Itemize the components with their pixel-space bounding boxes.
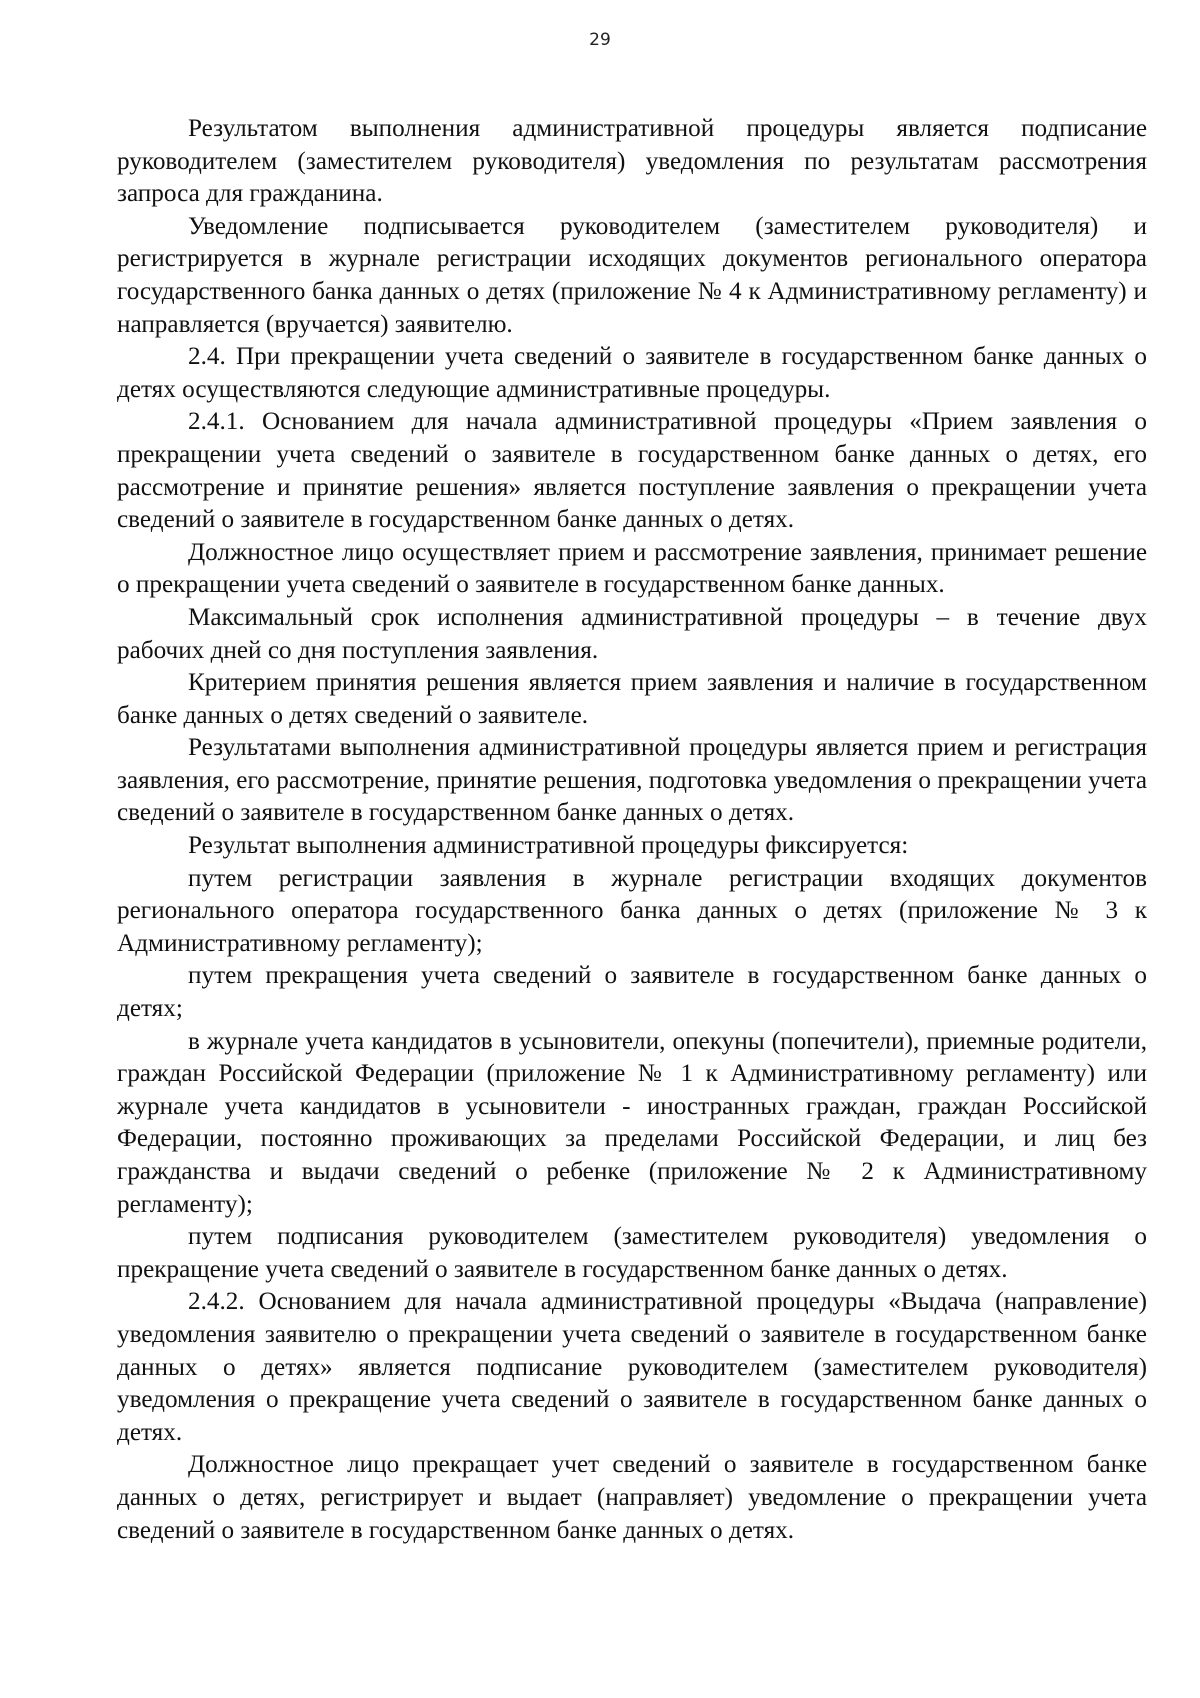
paragraph-notice-registration: Уведомление подписывается руководителем (заместителем руководителя) и регистрируется в журнале регистрации исходящих документов регионального оператора государственного банка данных о детях (приложение № 4 к Административному регламенту) и направляется (вручается) заявителю. xyxy=(117,212,1147,338)
paragraph-section-2-4-1: 2.4.1. Основанием для начала административной процедуры «Прием заявления о прекращении учета сведений о заявителе в государственном банке данных о детях, его рассмотрение и принятие решения» является поступление заявления о прекращении учета сведений о заявителе в государственном банке данных о детях. xyxy=(117,408,1147,534)
paragraph-termination-record: путем прекращения учета сведений о заявителе в государственном банке данных о детях; xyxy=(117,962,1147,1023)
paragraph-result-recorded: Результат выполнения административной процедуры фиксируется: xyxy=(188,832,909,860)
paragraph-procedure-results: Результатами выполнения административной процедуры является прием и регистрация заявления, его рассмотрение, принятие решения, подготовка уведомления о прекращении учета сведений о заявителе в государственном банке данных о детях. xyxy=(117,734,1147,827)
document-body xyxy=(117,113,1147,1547)
paragraph-registration-incoming: путем регистрации заявления в журнале регистрации входящих документов регионального оператора государственного банка данных о детях (приложение № 3 к Административному регламенту); xyxy=(117,864,1147,957)
paragraph-official-review: Должностное лицо осуществляет прием и рассмотрение заявления, принимает решение о прекращении учета сведений о заявителе в государственном банке данных. xyxy=(117,538,1147,599)
paragraph-result-signing: Результатом выполнения административной процедуры является подписание руководителем (заместителем руководителя) уведомления по результатам рассмотрения запроса для гражданина. xyxy=(117,115,1147,208)
page-number: 29 xyxy=(589,30,611,50)
paragraph-signing-notice: путем подписания руководителем (заместителем руководителя) уведомления о прекращение учета сведений о заявителе в государственном банке данных о детях. xyxy=(117,1223,1147,1283)
paragraph-section-2-4-2: 2.4.2. Основанием для начала административной процедуры «Выдача (направление) уведомления заявителю о прекращении учета сведений о заявителе в государственном банке данных о детях» является подписание руководителем (заместителем руководителя) уведомления о прекращение учета сведений о заявителе в государственном банке данных о детях. xyxy=(117,1288,1147,1446)
paragraph-max-term: Максимальный срок исполнения административной процедуры – в течение двух рабочих дней со дня поступления заявления. xyxy=(117,603,1147,664)
paragraph-section-2-4: 2.4. При прекращении учета сведений о заявителе в государственном банке данных о детях осуществляются следующие административные процедуры. xyxy=(117,343,1147,403)
paragraph-decision-criterion: Критерием принятия решения является прием заявления и наличие в государственном банке данных о детях сведений о заявителе. xyxy=(117,669,1147,729)
paragraph-candidates-journal: в журнале учета кандидатов в усыновители, опекуны (попечители), приемные родители, граждан Российской Федерации (приложение № 1 к Административному регламенту) или журнале учета кандидатов в усыновители - иностранных граждан, граждан Российской Федерации, постоянно проживающих за пределами Российской Федерации, и лиц без гражданства и выдачи сведений о ребенке (приложение № 2 к Административному регламенту); xyxy=(117,1027,1147,1218)
paragraph-official-termination: Должностное лицо прекращает учет сведений о заявителе в государственном банке данных о детях, регистрирует и выдает (направляет) уведомление о прекращении учета сведений о заявителе в государственном банке данных о детях. xyxy=(117,1451,1147,1544)
